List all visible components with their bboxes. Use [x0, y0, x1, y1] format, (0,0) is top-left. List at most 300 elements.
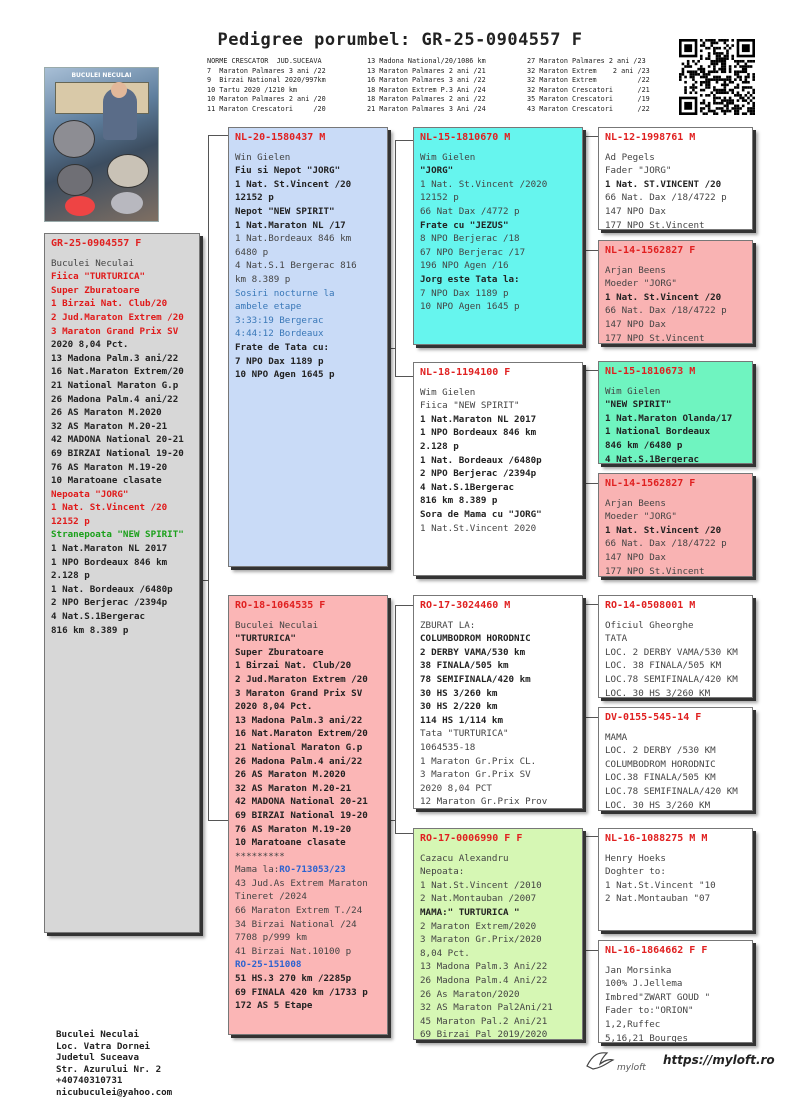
- pedigree-line-text: LOC. 38 FINALA/505 KM: [605, 660, 722, 672]
- pedigree-line: [51, 420, 193, 434]
- pedigree-ddd[interactable]: [598, 940, 753, 1043]
- pedigree-line: [235, 659, 381, 673]
- pedigree-line: [235, 823, 381, 837]
- norm-entry: 35 Maraton Crescatori /19: [527, 95, 650, 104]
- pedigree-line: [420, 852, 576, 866]
- pedigree-line-text: 10 Maratoane clasate: [235, 837, 346, 849]
- ring-number: RO-17-0006990 F F: [420, 833, 523, 844]
- pedigree-line: [51, 257, 193, 271]
- pedigree-line: [605, 219, 746, 230]
- pedigree-line: [605, 191, 746, 205]
- ring-number: NL-18-1194100 F: [420, 367, 511, 378]
- pedigree-line: [420, 974, 576, 988]
- pedigree-line-text: Doghter to:: [605, 866, 666, 878]
- connector-gen1: [208, 135, 209, 820]
- pedigree-line-text: 13 Madona Palm.3 ani/22: [235, 714, 363, 726]
- ring-number: DV-0155-545-14 F: [605, 712, 702, 723]
- pedigree-line: [605, 852, 746, 866]
- pedigree-line-text: 1 Nat.Maraton Olanda/17: [605, 412, 733, 424]
- pedigree-main-pigeon[interactable]: [44, 233, 200, 933]
- pedigree-line-text: km 8.389 p: [235, 273, 291, 285]
- pedigree-line-text: "TURTURICA": [235, 633, 296, 645]
- pedigree-line: [420, 755, 576, 769]
- pedigree-line: [235, 741, 381, 755]
- pedigree-line: [420, 259, 576, 273]
- pedigree-line: [605, 865, 746, 879]
- pedigree-line-text: 1 Nat.St.Vincent 2020: [420, 522, 537, 534]
- pedigree-line-text: 16 Nat.Maraton Extrem/20: [235, 728, 368, 740]
- pedigree-line: [420, 440, 576, 454]
- pedigree-line: [605, 991, 746, 1005]
- pedigree-line-text: 1 Birzai Nat. Club/20: [235, 660, 352, 672]
- pedigree-line-text: 66 Nat. Dax /18/4722 p: [605, 305, 727, 317]
- pedigree-line-text: 13 Madona Palm.3 ani/22: [51, 352, 179, 364]
- pedigree-line: [235, 287, 381, 301]
- pedigree-line-text: 10 NPO Agen 1645 p: [420, 301, 520, 313]
- pedigree-line-text: Mama la:: [235, 864, 280, 876]
- pedigree-line-text: 2 NPO Berjerac /2394p: [420, 468, 537, 480]
- pedigree-line-text: 12152 p: [420, 192, 459, 204]
- pedigree-line-text: 30 HS 2/220 km: [420, 701, 498, 713]
- pedigree-line: [235, 782, 381, 796]
- pedigree-line-text: 2020 8,04 Pct.: [51, 339, 129, 351]
- pedigree-line: [235, 918, 381, 932]
- pedigree-ssd[interactable]: [598, 240, 753, 344]
- pedigree-line-text: 51 HS.3 270 km /2285p: [235, 973, 352, 985]
- contact-locality: Loc. Vatra Dornei: [56, 1040, 151, 1052]
- norm-entry: 13 Madona National/20/1086 km: [367, 57, 486, 65]
- pedigree-line-text: Fiica "NEW SPIRIT": [420, 400, 520, 412]
- pedigree-line: [420, 947, 576, 961]
- pedigree-line-text: 42 MADONA National 20-21: [51, 434, 184, 446]
- pedigree-line-text: 6480 p: [235, 246, 269, 258]
- pedigree-line-text: 1 Nat.Maraton NL 2017: [420, 413, 537, 425]
- pedigree-line-text: Stranepoata "NEW SPIRIT": [51, 529, 184, 541]
- pedigree-line: [605, 164, 746, 178]
- pedigree-line: [235, 164, 381, 178]
- pedigree-line: [605, 510, 746, 524]
- norm-entry: 32 Maraton Extrem 2 ani /23: [527, 66, 650, 75]
- pedigree-dsd[interactable]: [598, 707, 753, 811]
- pedigree-line-text: LOC. 30 HS 3/260 KM: [605, 799, 711, 811]
- pedigree-line-text: 4 Nat.S.1Bergerac: [51, 611, 146, 623]
- pedigree-line: [420, 920, 576, 934]
- ring-number: NL-15-1810673 M: [605, 366, 696, 377]
- pedigree-line-text: 1 Nat. St.Vincent /20: [605, 524, 722, 536]
- pedigree-line-text: Sora de Mama cu "JORG": [420, 508, 542, 520]
- pedigree-line-text: 10 Maratoane clasate: [51, 475, 162, 487]
- pedigree-line-text: 100% J.Jellema: [605, 978, 683, 990]
- pedigree-line: [420, 246, 576, 260]
- pedigree-line-text: 147 NPO Dax: [605, 551, 666, 563]
- pedigree-line-text: 1,2,Ruffec: [605, 1018, 661, 1030]
- norm-entry: 21 Maraton Palmares 3 Ani /24: [367, 104, 486, 113]
- pedigree-line: [235, 273, 381, 287]
- pedigree-line-text: 38 FINALA/505 km: [420, 660, 509, 672]
- pedigree-line-text: 2 Maraton Extrem/2020: [420, 920, 537, 932]
- pedigree-line: [605, 205, 746, 219]
- pedigree-line-text: *********: [235, 850, 285, 862]
- pedigree-line: [51, 433, 193, 447]
- pedigree-line: [51, 542, 193, 556]
- pedigree-line: [420, 426, 576, 440]
- pedigree-line: [420, 988, 576, 1002]
- norm-entry: 32 Maraton Extrem /22: [527, 76, 650, 85]
- pedigree-line-text: Moeder "JORG": [605, 511, 677, 523]
- pedigree-line: [235, 809, 381, 823]
- pedigree-line: [605, 537, 746, 551]
- pedigree-line-text: LOC.78 SEMIFINALA/420 KM: [605, 785, 738, 797]
- pedigree-line: [51, 624, 193, 638]
- pedigree-line: [420, 659, 576, 673]
- pedigree-line: [235, 205, 381, 219]
- pedigree-line-text: LOC. 2 DERBY /530 KM: [605, 745, 716, 757]
- pedigree-line: [235, 151, 381, 165]
- pedigree-line-text: LOC.78 SEMIFINALA/420 KM: [605, 673, 738, 685]
- pedigree-line: [605, 439, 746, 453]
- ring-number: NL-20-1580437 M: [235, 132, 326, 143]
- pedigree-line: [605, 304, 746, 318]
- pedigree-dam[interactable]: [228, 595, 388, 1035]
- pedigree-line: [51, 270, 193, 284]
- pedigree-line: [235, 863, 381, 877]
- pedigree-line-text: 26 Madona Palm.4 ani/22: [235, 755, 363, 767]
- pedigree-line-text: Arjan Beens: [605, 497, 666, 509]
- pedigree-line-text: 2 Nat.Montauban /2007: [420, 893, 537, 905]
- ring-number: NL-14-1562827 F: [605, 245, 696, 256]
- pedigree-line-text: 1 NPO Bordeaux 846 km: [51, 556, 168, 568]
- ring-number: GR-25-0904557 F: [51, 238, 142, 249]
- pedigree-sire-dam[interactable]: [413, 362, 583, 576]
- pedigree-line: [235, 632, 381, 646]
- pedigree-line: [51, 325, 193, 339]
- pedigree-line: [235, 714, 381, 728]
- pedigree-line: [420, 191, 576, 205]
- contact-email[interactable]: nicubuculei@yahoo.com: [56, 1086, 173, 1098]
- pedigree-line-text: 177 NPO St.Vincent: [605, 565, 705, 577]
- pedigree-line: [420, 454, 576, 468]
- ring-number: RO-14-0508001 M: [605, 600, 696, 611]
- website-link[interactable]: https://myloft.ro: [663, 1053, 775, 1067]
- pedigree-line: [420, 892, 576, 906]
- pedigree-line-text: Cazacu Alexandru: [420, 852, 509, 864]
- pedigree-line-text: 1 Nat.Maraton NL /17: [235, 219, 346, 231]
- pedigree-line: [420, 219, 576, 233]
- norm-entry: 10 Maraton Palmares 2 ani /20: [207, 95, 326, 104]
- pedigree-line: [420, 700, 576, 714]
- contact-phone: +40740310731: [56, 1075, 123, 1087]
- pedigree-line-text: Super Zburatoare: [51, 284, 140, 296]
- pedigree-line: [605, 385, 746, 399]
- pedigree-line-text: LOC. 2 DERBY VAMA/530 KM: [605, 646, 738, 658]
- pedigree-line-text: 3:33:19 Bergerac: [235, 314, 324, 326]
- pedigree-line-text: 4 Nat.S.1Bergerac: [420, 481, 515, 493]
- pedigree-line-text: Arjan Beens: [605, 264, 666, 276]
- pedigree-line-text: 2 Nat.Montauban "07: [605, 893, 711, 905]
- pedigree-line: [51, 501, 193, 515]
- pedigree-line: [420, 300, 576, 314]
- pedigree-line: [235, 219, 381, 233]
- pedigree-line-text: 1064535-18: [420, 741, 476, 753]
- pedigree-line-text: 16 Nat.Maraton Extrem/20: [51, 366, 184, 378]
- pedigree-line: [235, 755, 381, 769]
- pedigree-line: [605, 659, 746, 673]
- pedigree-line: [51, 461, 193, 475]
- breeder-contact: [56, 1029, 172, 1099]
- pedigree-line: [235, 904, 381, 918]
- pedigree-line: [420, 273, 576, 287]
- pedigree-line-text: 41 Birzai Nat.10100 p: [235, 945, 352, 957]
- norm-entry: 18 Maraton Extrem P.3 Ani /24: [367, 85, 486, 94]
- pedigree-line: [420, 741, 576, 755]
- contact-street: Str. Azurului Nr. 2: [56, 1063, 162, 1075]
- pedigree-line: [605, 264, 746, 278]
- connector-gen2-dam: [395, 605, 396, 833]
- pedigree-line: [420, 687, 576, 701]
- pedigree-line-text: 7 NPO Dax 1189 p: [420, 287, 509, 299]
- pedigree-line: [51, 474, 193, 488]
- pedigree-line-text: 1 Nat. ST.VINCENT /20: [605, 178, 722, 190]
- pedigree-line-text: 2 NPO Berjerac /2394p: [51, 597, 168, 609]
- pedigree-line-text: 8 NPO Berjerac /18: [420, 233, 520, 245]
- pedigree-line: [235, 191, 381, 205]
- pedigree-line: [420, 795, 576, 809]
- pedigree-line: [51, 379, 193, 393]
- pedigree-line-text: 69 BIRZAI National 19-20: [235, 809, 368, 821]
- pedigree-line-text: Tineret /2024: [235, 891, 307, 903]
- pedigree-line-text: 1 Nat. Bordeaux /6480p: [420, 454, 542, 466]
- pedigree-line: [420, 1015, 576, 1029]
- pedigree-line: [605, 1032, 746, 1043]
- pedigree-line-text: 7708 p/999 km: [235, 932, 307, 944]
- pedigree-line-text: 4 Nat.S.1 Bergerac 816: [235, 260, 357, 272]
- pedigree-line: [605, 799, 746, 811]
- pedigree-line: [235, 300, 381, 314]
- pedigree-line-text: RO-25-151008: [235, 959, 302, 971]
- pedigree-line-text: Wim Gielen: [605, 385, 661, 397]
- pedigree-line: [420, 933, 576, 947]
- pedigree-line: [235, 368, 381, 382]
- pedigree-line-text: 2 Jud.Maraton Extrem /20: [235, 673, 368, 685]
- norm-entry: 9 Birzai National 2020/997km: [207, 76, 326, 85]
- pedigree-line: [605, 687, 746, 698]
- norm-entry: 43 Maraton Crescatori /22: [527, 104, 650, 113]
- pedigree-line-text: 43 Jud.As Extrem Maraton: [235, 877, 368, 889]
- pedigree-line-text: 2020 8,04 Pct.: [235, 701, 313, 713]
- pedigree-line-text: 1 Nat. St.Vincent /20: [605, 291, 722, 303]
- pedigree-line: [605, 879, 746, 893]
- pedigree-line: [420, 727, 576, 741]
- pedigree-line: [605, 771, 746, 785]
- myloft-logo-text: myloft: [617, 1063, 646, 1073]
- offspring-link[interactable]: RO-713053/23: [279, 864, 346, 876]
- pedigree-line-text: Super Zburatoare: [235, 646, 324, 658]
- pedigree-line-text: 1 Nat.Bordeaux 846 km: [235, 233, 352, 245]
- pedigree-line-text: 114 HS 1/114 km: [420, 714, 503, 726]
- pedigree-sds[interactable]: [598, 361, 753, 464]
- pedigree-line-text: 1 National Bordeaux: [605, 426, 711, 438]
- pedigree-line-text: 816 km 8.389 p: [420, 495, 498, 507]
- pedigree-line: [420, 782, 576, 796]
- pedigree-line-text: Fader "JORG": [605, 165, 672, 177]
- pedigree-line-text: 10 NPO Agen 1645 p: [235, 369, 335, 381]
- contact-name: Buculei Neculai: [56, 1029, 139, 1040]
- pedigree-line: [51, 393, 193, 407]
- pedigree-line: [420, 619, 576, 633]
- pedigree-line-text: 69 Birzai Pal 2019/2020: [420, 1029, 548, 1040]
- pedigree-line: [235, 178, 381, 192]
- pedigree-line-text: 147 NPO Dax: [605, 318, 666, 330]
- pedigree-line-text: Nepoata "JORG": [51, 488, 129, 500]
- pedigree-line: [235, 673, 381, 687]
- pedigree-line: [235, 341, 381, 355]
- pedigree-line-text: Jorg este Tata la:: [420, 273, 520, 285]
- norm-entry: 27 Maraton Palmares 2 ani /23: [527, 57, 646, 65]
- pedigree-line-text: 21 National Maraton G.p: [51, 379, 179, 391]
- pedigree-line: [420, 508, 576, 522]
- pedigree-line-text: Buculei Neculai: [51, 257, 134, 269]
- pedigree-line: [420, 1001, 576, 1015]
- pedigree-line-text: 846 km /6480 p: [605, 439, 683, 451]
- pedigree-line-text: Buculei Neculai: [235, 619, 318, 631]
- pedigree-line: [235, 646, 381, 660]
- pedigree-line-text: 147 NPO Dax: [605, 205, 666, 217]
- ring-number: NL-12-1998761 M: [605, 132, 696, 143]
- pedigree-line-text: 3 Maraton Gr.Prix/2020: [420, 934, 542, 946]
- pedigree-line-text: 26 Madona Palm.4 Ani/22: [420, 974, 548, 986]
- pedigree-line: [605, 497, 746, 511]
- pedigree-line-text: 177 NPO St.Vincent: [605, 219, 705, 230]
- norm-entry: 16 Maraton Palmares 3 ani /22: [367, 76, 486, 85]
- pedigree-line-text: Frate cu "JEZUS": [420, 219, 509, 231]
- pedigree-line-text: 34 Birzai National /24: [235, 918, 357, 930]
- ring-number: NL-15-1810670 M: [420, 132, 511, 143]
- pedigree-line-text: Sosiri nocturne la: [235, 287, 335, 299]
- pedigree-dam-sire[interactable]: [413, 595, 583, 809]
- pedigree-line: [235, 619, 381, 633]
- photo-caption: BUCULEI NECULAI: [71, 72, 132, 79]
- breeder-norms: [207, 57, 677, 117]
- norm-entry: 7 Maraton Palmares 3 ani /22: [207, 66, 326, 75]
- pedigree-line-text: Fiu si Nepot "JORG": [235, 165, 341, 177]
- pedigree-line-text: 66 Maraton Extrem T./24: [235, 905, 363, 917]
- pedigree-line: [420, 879, 576, 893]
- pedigree-line: [235, 836, 381, 850]
- pedigree-line: [605, 731, 746, 745]
- pedigree-sire[interactable]: [228, 127, 388, 567]
- pedigree-line-text: 30 HS 3/260 km: [420, 687, 498, 699]
- pedigree-line: [235, 700, 381, 714]
- pedigree-line: [605, 646, 746, 660]
- pedigree-line: [51, 583, 193, 597]
- pedigree-line-text: 1 Nat. St.Vincent /20: [51, 502, 168, 514]
- pedigree-line: [605, 524, 746, 538]
- pedigree-line-text: ambele etape: [235, 301, 302, 313]
- pedigree-line: [235, 687, 381, 701]
- pedigree-dds[interactable]: [598, 828, 753, 931]
- norm-entry: 13 Maraton Palmares 2 ani /21: [367, 66, 486, 75]
- norm-entry: 11 Maraton Crescatori /20: [207, 104, 326, 113]
- pedigree-line-text: 1 Nat.Maraton NL 2017: [51, 543, 168, 555]
- pedigree-line-text: Nepot "NEW SPIRIT": [235, 205, 335, 217]
- pedigree-line-text: 8,04 Pct.: [420, 947, 470, 959]
- pedigree-line-text: 816 km 8.389 p: [51, 624, 129, 636]
- pedigree-line-text: 5,16,21 Bourges: [605, 1032, 688, 1043]
- pedigree-line: [605, 892, 746, 906]
- pedigree-line: [605, 964, 746, 978]
- pedigree-line-text: 26 As Maraton/2020: [420, 988, 520, 1000]
- norms-column-3: [527, 57, 650, 115]
- pedigree-line-text: 45 Maraton Pal.2 Ani/21: [420, 1015, 548, 1027]
- pedigree-line-text: 13 Madona Palm.3 Ani/22: [420, 961, 548, 973]
- pedigree-line: [51, 556, 193, 570]
- pedigree-line-text: 3 Maraton Grand Prix SV: [51, 325, 179, 337]
- pedigree-line: [420, 714, 576, 728]
- pedigree-line: [605, 619, 746, 633]
- pedigree-line: [51, 569, 193, 583]
- pedigree-line: [51, 610, 193, 624]
- pedigree-line: [420, 205, 576, 219]
- pedigree-line: [605, 398, 746, 412]
- pedigree-line: [420, 673, 576, 687]
- pedigree-line: [51, 488, 193, 502]
- pedigree-dss[interactable]: [598, 595, 753, 698]
- pedigree-line-text: Nepoata:: [420, 866, 465, 878]
- ring-number: NL-16-1088275 M M: [605, 833, 708, 844]
- pedigree-line-text: Frate de Tata cu:: [235, 341, 330, 353]
- pedigree-line: [51, 515, 193, 529]
- qr-code[interactable]: [679, 39, 755, 115]
- pedigree-sss[interactable]: [598, 127, 753, 230]
- pedigree-line-text: 2.128 p: [51, 570, 90, 582]
- pedigree-line-text: 12152 p: [51, 515, 90, 527]
- pedigree-line: [235, 945, 381, 959]
- pedigree-dam-dam[interactable]: [413, 828, 583, 1040]
- pedigree-line-text: 2020 8,04 PCT: [420, 782, 492, 794]
- pedigree-line-text: 3 Maraton Gr.Prix SV: [420, 769, 531, 781]
- pedigree-line-text: 32 AS Maraton M.20-21: [51, 420, 168, 432]
- pedigree-line: [235, 314, 381, 328]
- pedigree-line: [420, 1028, 576, 1040]
- pedigree-line: [605, 1018, 746, 1032]
- pedigree-line: [420, 522, 576, 536]
- pedigree-sire-sire[interactable]: [413, 127, 583, 345]
- pedigree-sdd[interactable]: [598, 473, 753, 577]
- pedigree-line: [235, 958, 381, 972]
- pedigree-line: [235, 259, 381, 273]
- pedigree-line-text: 66 Nat. Dax /18/4722 p: [605, 192, 727, 204]
- pedigree-line-text: 26 AS Maraton M.2020: [235, 769, 346, 781]
- pedigree-line: [605, 291, 746, 305]
- pedigree-line-text: 4:44:12 Bordeaux: [235, 328, 324, 340]
- pedigree-line: [605, 744, 746, 758]
- pedigree-line: [51, 284, 193, 298]
- pedigree-line-text: Fader to:"ORION": [605, 1005, 694, 1017]
- pedigree-line: [420, 467, 576, 481]
- pedigree-line-text: Moeder "JORG": [605, 278, 677, 290]
- pedigree-line-text: LOC.38 FINALA/505 KM: [605, 772, 716, 784]
- pedigree-line: [235, 972, 381, 986]
- pedigree-line-text: Win Gielen: [235, 151, 291, 163]
- pedigree-line: [235, 931, 381, 945]
- pedigree-line: [605, 632, 746, 646]
- pedigree-line: [235, 232, 381, 246]
- pedigree-line: [51, 365, 193, 379]
- pedigree-line-text: 12 Maraton Gr.Prix Prov: [420, 796, 548, 808]
- ring-number: RO-18-1064535 F: [235, 600, 326, 611]
- pedigree-line: [420, 960, 576, 974]
- norms-column-1: [207, 57, 326, 115]
